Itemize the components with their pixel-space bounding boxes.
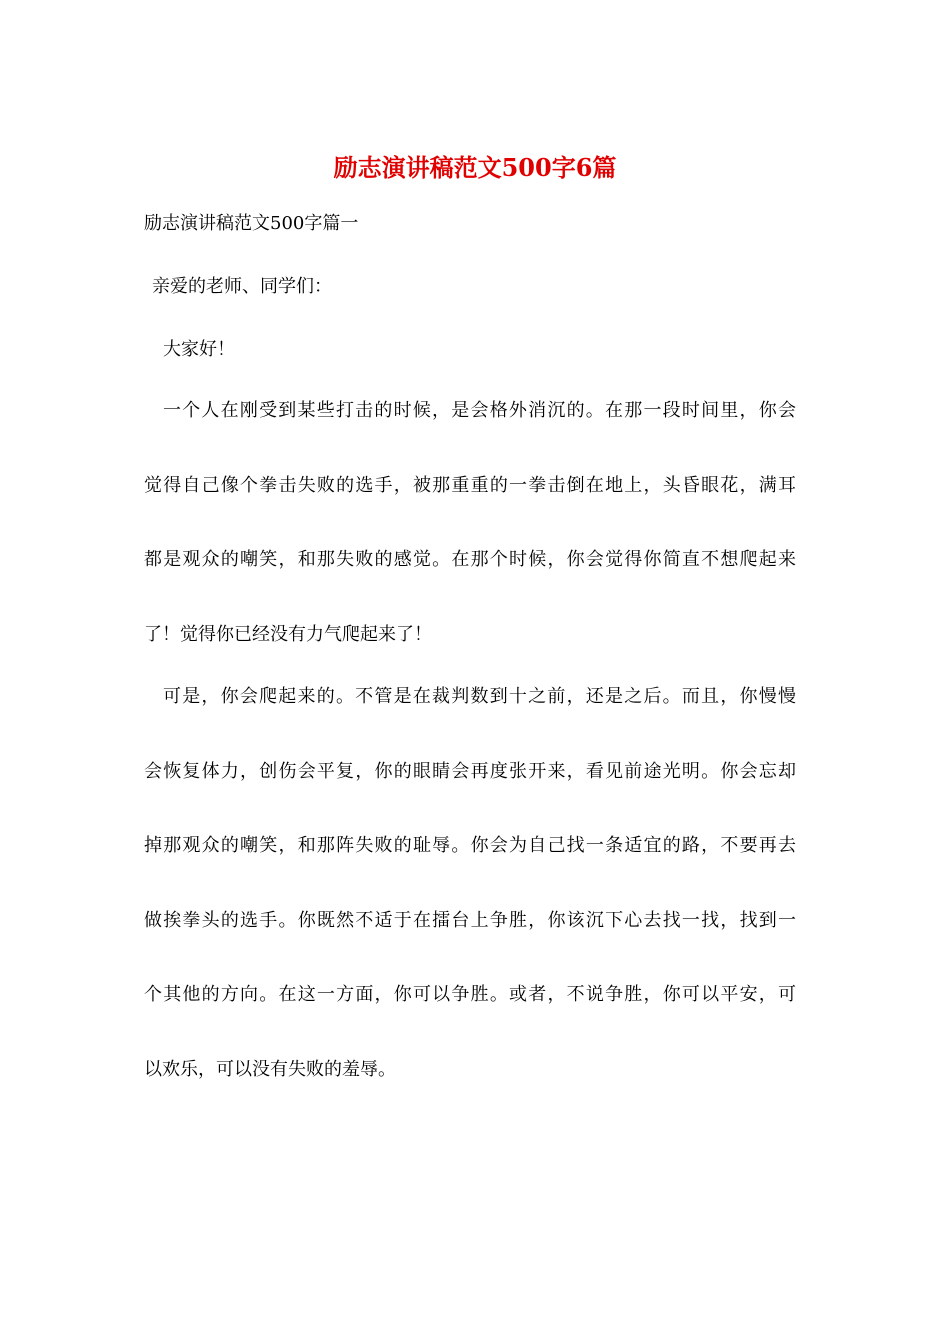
paragraph-line: 都是观众的嘲笑，和那失败的感觉。在那个时候，你会觉得你简直不想爬起来 — [144, 549, 796, 571]
document-title: 励志演讲稿范文500字6篇 — [333, 153, 617, 182]
paragraph-line: 个其他的方向。在这一方面，你可以争胜。或者，不说争胜，你可以平安，可 — [144, 984, 796, 1006]
paragraph-2 — [144, 683, 796, 1131]
paragraph-1 — [144, 397, 796, 695]
paragraph-line: 觉得自己像个拳击失败的选手，被那重重的一拳击倒在地上，头昏眼花，满耳 — [144, 474, 796, 496]
salutation: 亲爱的老师、同学们： — [152, 276, 332, 297]
paragraph-line: 可是，你会爬起来的。不管是在裁判数到十之前，还是之后。而且，你慢慢 — [163, 686, 796, 707]
paragraph-line: 以欢乐，可以没有失败的羞辱。 — [144, 1058, 396, 1080]
paragraph-line: 了！觉得你已经没有力气爬起来了！ — [144, 623, 432, 645]
paragraph-line: 会恢复体力，创伤会平复，你的眼睛会再度张开来，看见前途光明。你会忘却 — [144, 760, 796, 782]
greeting: 大家好！ — [163, 339, 235, 360]
section-heading: 励志演讲稿范文500字篇一 — [144, 213, 359, 234]
paragraph-line: 做挨拳头的选手。你既然不适于在擂台上争胜，你该沉下心去找一找，找到一 — [144, 909, 796, 931]
paragraph-line: 掉那观众的嘲笑，和那阵失败的耻辱。你会为自己找一条适宜的路，不要再去 — [144, 835, 796, 857]
paragraph-line: 一个人在刚受到某些打击的时候，是会格外消沉的。在那一段时间里，你会 — [163, 400, 796, 421]
